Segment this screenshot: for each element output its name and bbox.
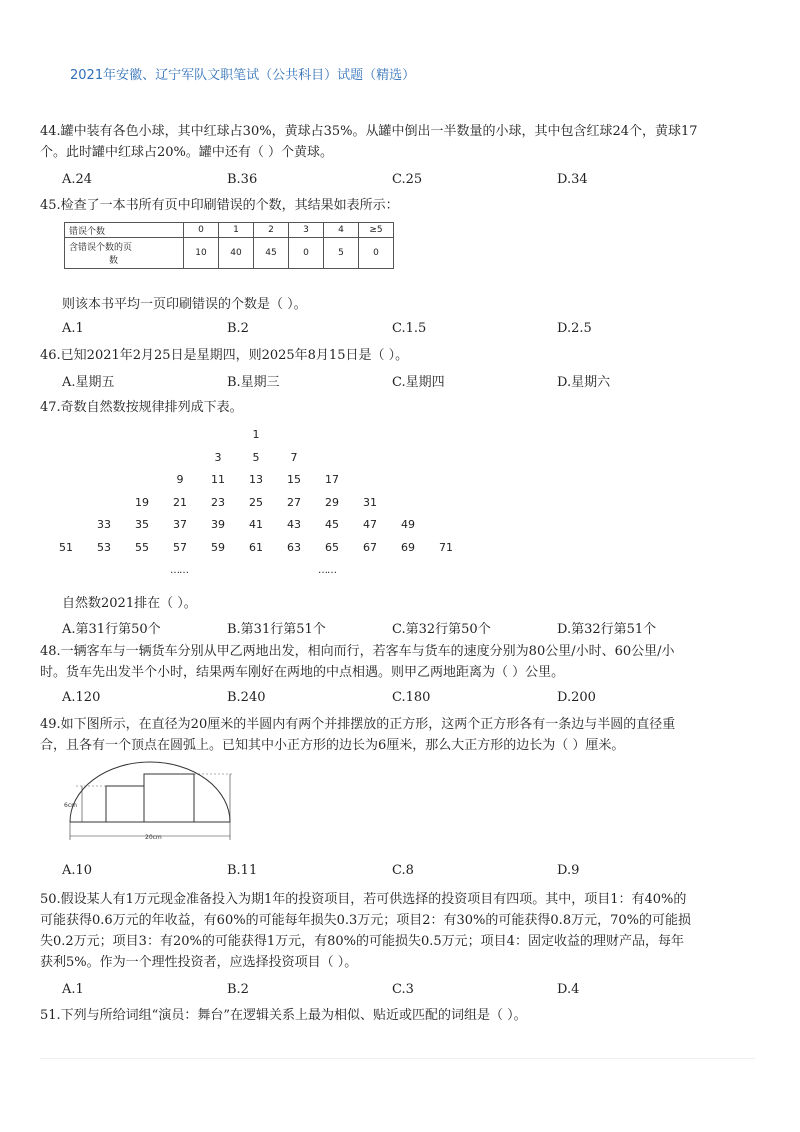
question-50-line2: 可能获得0.6万元的年收益，有60%的可能每年损失0.3万元；项目2：有30%的可能获得0.8万元，70%的可能损 <box>40 913 691 928</box>
triangle-number: 11 <box>211 473 225 486</box>
triangle-number: 41 <box>249 518 263 531</box>
table-header-cell: 1 <box>219 223 254 238</box>
option-d: D.第32行第51个 <box>557 622 657 637</box>
triangle-number: 57 <box>173 540 187 554</box>
option-b: B.星期三 <box>227 375 280 390</box>
question-44-line1: 44.罐中装有各色小球，其中红球占30%，黄球占35%。从罐中倒出一半数量的小球，其中包含红球24个，黄球17 <box>40 124 698 139</box>
option-b: B.36 <box>227 172 258 187</box>
triangle-number: 21 <box>173 495 187 509</box>
option-d: D.2.5 <box>557 321 592 336</box>
question-50 <box>40 889 752 973</box>
option-b: B.2 <box>227 321 249 336</box>
base-label: 20cm <box>145 834 162 841</box>
table-row-label <box>65 238 184 269</box>
question-49-options <box>62 863 722 878</box>
option-c: C.180 <box>392 690 431 705</box>
triangle-number: 35 <box>135 518 149 531</box>
small-square-label: 6cm <box>64 802 77 809</box>
table-header-cell: 2 <box>254 223 289 238</box>
table-cell: 40 <box>219 238 254 269</box>
question-48 <box>40 641 752 683</box>
option-b: B.11 <box>227 863 258 878</box>
option-d: D.34 <box>557 172 588 187</box>
triangle-number: 9 <box>176 473 184 486</box>
option-c: C.25 <box>392 172 423 187</box>
question-44-line2: 个。此时罐中红球占20%。罐中还有（ ）个黄球。 <box>40 145 334 160</box>
question-51-stem: 51.下列与所给词组“演员：舞台”在逻辑关系上最为相似、贴近或匹配的词组是（ ）。 <box>40 1008 527 1023</box>
triangle-number: 51 <box>59 540 73 554</box>
triangle-number: 1 <box>252 428 260 441</box>
option-c: C.星期四 <box>392 375 445 390</box>
triangle-number: 49 <box>401 518 415 531</box>
triangle-number: 27 <box>287 495 301 509</box>
question-46-stem: 46.已知2021年2月25日是星期四，则2025年8月15日是（ ）。 <box>40 348 409 363</box>
option-d: D.4 <box>557 982 580 997</box>
triangle-number: 13 <box>249 473 263 486</box>
question-47-options <box>62 618 722 637</box>
question-44 <box>40 121 752 163</box>
option-c: C.1.5 <box>392 321 427 336</box>
triangle-number: 17 <box>325 473 339 486</box>
triangle-number: 3 <box>214 450 222 464</box>
table-cell: 0 <box>289 238 324 269</box>
triangle-number: 25 <box>249 495 263 509</box>
table-header-label: 错误个数 <box>65 223 184 238</box>
triangle-number: 7 <box>290 450 298 464</box>
question-45-options <box>62 321 722 336</box>
question-48-options <box>62 690 722 705</box>
triangle-number: 15 <box>287 473 301 486</box>
triangle-number: 55 <box>135 540 149 554</box>
error-count-table <box>64 222 394 269</box>
ellipsis-left: …… <box>170 565 188 576</box>
triangle-number: 59 <box>211 540 225 554</box>
triangle-number: 23 <box>211 495 225 509</box>
semicircle-squares-figure <box>60 760 240 850</box>
triangle-number: 37 <box>173 518 187 531</box>
table-cell: 5 <box>324 238 359 269</box>
question-45-stem: 45.检查了一本书所有页中印刷错误的个数，其结果如表所示： <box>40 198 399 213</box>
question-45-ask: 则该本书平均一页印刷错误的个数是（ ）。 <box>62 297 307 312</box>
triangle-number: 69 <box>401 540 415 554</box>
table-row-label-line2: 数 <box>109 256 119 266</box>
table-cell: 45 <box>254 238 289 269</box>
question-50-line1: 50.假设某人有1万元现金准备投入为期1年的投资项目，若可供选择的投资项目有四项。其中，项目1：有40%的 <box>40 892 687 907</box>
triangle-number: 43 <box>287 518 301 531</box>
triangle-number: 5 <box>252 450 260 464</box>
table-cell: 10 <box>184 238 219 269</box>
option-a: A.24 <box>62 172 93 187</box>
question-50-options <box>62 982 722 997</box>
question-50-line3: 失0.2万元；项目3：有20%的可能获得1万元，有80%的可能损失0.5万元；项目4：固定收益的理财产品，每年 <box>40 934 684 949</box>
option-d: D.星期六 <box>557 375 611 390</box>
triangle-number: 53 <box>97 540 111 554</box>
question-49-line2: 合，且各有一个顶点在圆弧上。已知其中小正方形的边长为6厘米，那么大正方形的边长为（ ）厘米。 <box>40 738 625 753</box>
triangle-number: 39 <box>211 518 225 531</box>
small-square <box>106 786 144 822</box>
question-48-line1: 48.一辆客车与一辆货车分别从甲乙两地出发，相向而行，若客车与货车的速度分别为80公里/小时、60公里/小 <box>40 644 675 659</box>
option-a: A.1 <box>62 982 84 997</box>
triangle-number: 67 <box>363 540 377 554</box>
option-a: A.120 <box>62 690 101 705</box>
ellipsis-right: …… <box>318 565 336 576</box>
large-square <box>144 774 194 822</box>
question-44-options <box>62 172 722 187</box>
option-d: D.200 <box>557 690 596 705</box>
table-cell: 0 <box>359 238 394 269</box>
option-a: A.星期五 <box>62 375 115 390</box>
semicircle-arc <box>70 762 230 822</box>
triangle-number: 19 <box>135 495 149 509</box>
triangle-number: 31 <box>363 495 377 509</box>
page-footer-divider <box>40 1058 755 1059</box>
triangle-number: 45 <box>325 518 339 531</box>
question-49 <box>40 714 752 756</box>
option-c: C.3 <box>392 982 414 997</box>
question-46-options <box>62 371 722 390</box>
option-b: B.第31行第51个 <box>227 622 326 637</box>
triangle-number: 33 <box>97 518 111 531</box>
option-d: D.9 <box>557 863 580 878</box>
option-a: A.第31行第50个 <box>62 622 161 637</box>
question-47-stem: 47.奇数自然数按规律排列成下表。 <box>40 400 243 415</box>
table-row-label-line1: 含错误个数的页 <box>69 243 133 253</box>
option-b: B.2 <box>227 982 249 997</box>
triangle-number: 63 <box>287 540 301 554</box>
triangle-number: 47 <box>363 518 377 531</box>
option-b: B.240 <box>227 690 266 705</box>
table-header-cell: 0 <box>184 223 219 238</box>
document-header: 2021年安徽、辽宁军队文职笔试（公共科目）试题（精选） <box>70 68 416 83</box>
option-a: A.10 <box>62 863 93 878</box>
question-50-line4: 获利5%。作为一个理性投资者，应选择投资项目（ ）。 <box>40 955 358 970</box>
triangle-number: 65 <box>325 540 339 554</box>
option-c: C.8 <box>392 863 414 878</box>
option-a: A.1 <box>62 321 84 336</box>
question-49-line1: 49.如下图所示，在直径为20厘米的半圆内有两个并排摆放的正方形，这两个正方形各有一条边与半圆的直径重 <box>40 717 676 732</box>
option-c: C.第32行第50个 <box>392 622 491 637</box>
triangle-number: 61 <box>249 540 263 554</box>
triangle-number: 29 <box>325 495 339 509</box>
question-47-ask: 自然数2021排在（ ）。 <box>62 596 197 611</box>
triangle-number: 71 <box>439 540 453 554</box>
question-48-line2: 时。货车先出发半个小时，结果两车刚好在两地的中点相遇。则甲乙两地距离为（ ）公里。 <box>40 665 565 680</box>
table-header-cell: 3 <box>289 223 324 238</box>
table-header-cell: 4 <box>324 223 359 238</box>
table-header-cell: ≥5 <box>359 223 394 238</box>
